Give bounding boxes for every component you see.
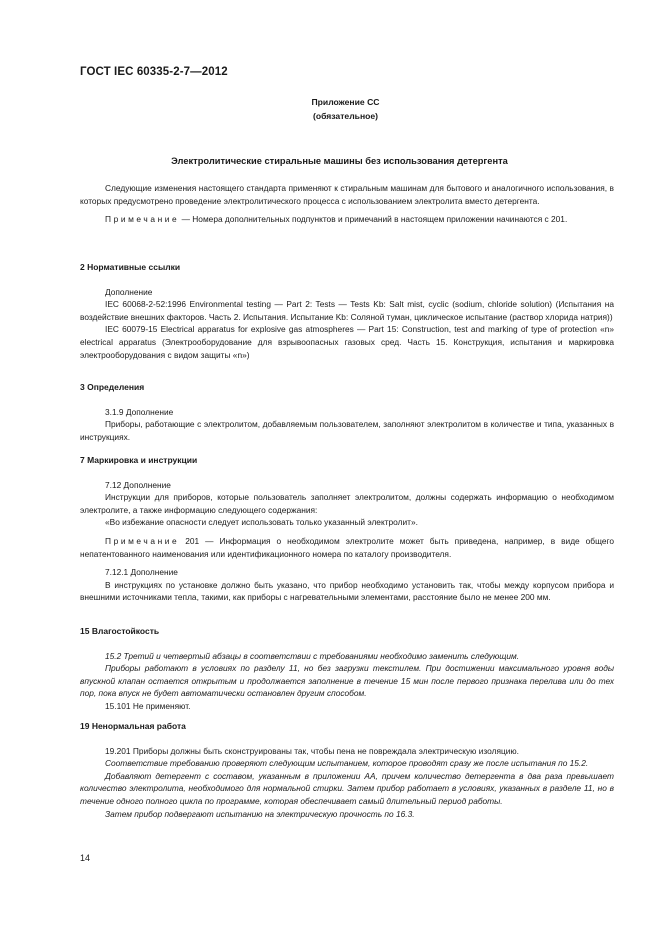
annex-label-block — [0, 95, 661, 123]
note-text: — Номера дополнительных подпунктов и примечаний в настоящем приложении начинаются с 201. — [179, 214, 568, 225]
note-label: Примечание — [105, 214, 180, 225]
section-text: Соответствие требованию проверяют следующим испытанием, которое проводят сразу же после испытания по 15.2. — [105, 758, 589, 769]
intro-block — [80, 182, 614, 226]
section-text: Добавляют детергент с составом, указанным в приложении АА, причем количество детергента в два раза превышает количество электролита, необходимого для нормальной стирки. Затем прибор работает в условиях, указанных в разделе 11, но в течение одного полного цикла по программе, которая обеспечивает самый длительный период работы. — [80, 770, 614, 806]
note-text: 201 — Информация о необходимом электролите может быть приведена, например, в виде общего непатентованного наименования или идентификационного номера по каталогу производителя. — [80, 535, 614, 559]
quote-text: «Во избежание опасности следует использовать только указанный электролит». — [105, 517, 418, 528]
section-heading: 7 Маркировка и инструкции — [80, 455, 198, 465]
note-label: Примечание — [105, 535, 180, 546]
subclause-label: 7.12 Дополнение — [105, 479, 171, 490]
annex-label: Приложение СС — [311, 97, 380, 107]
section-note — [80, 535, 614, 560]
section-text: 19.201 Приборы должны быть сконструированы так, чтобы пена не повреждала электрическую изоляцию. — [105, 745, 519, 756]
section-text: 15.2 Третий и четвертый абзацы в соответствии с требованиями необходимо заменить следующим. — [105, 650, 520, 661]
standard-header: ГОСТ IEC 60335-2-7—2012 — [80, 66, 228, 78]
section-2 — [80, 261, 614, 361]
intro-note — [80, 213, 614, 226]
annex-title: Электролитические стиральные машины без использования детергента — [171, 156, 508, 166]
section-heading: 3 Определения — [80, 382, 145, 392]
section-text: Приборы работают в условиях по разделу 11, но без загрузки текстилем. При достижении максимального уровня воды впускной клапан остается открытым и продолжается заполнение в течение 15 мин после первого признака перелива или до тех пор, пока впуск не будет автоматически остановлен другим способом. — [80, 663, 614, 699]
section-heading: 2 Нормативные ссылки — [80, 262, 181, 272]
page-number: 14 — [80, 853, 91, 863]
reference-item: IEC 60079-15 Electrical apparatus for explosive gas atmospheres — Part 15: Construction, test and marking of type of protection «n» electrical apparatus (Электрооборудование для взрывоопасных газовых сред. Часть 15. Конструкция, испытания и маркировка электрооборудования с видом защиты «n») — [80, 324, 614, 360]
section-7 — [80, 454, 614, 604]
section-15 — [80, 625, 614, 713]
section-text: Затем прибор подвергают испытанию на электрическую прочность по 16.3. — [105, 808, 415, 819]
section-text: 15.101 Не применяют. — [105, 700, 191, 711]
subclause-label: 3.1.9 Дополнение — [105, 406, 174, 417]
section-text: В инструкциях по установке должно быть указано, что прибор необходимо установить так, чтобы между корпусом прибора и внешними источниками тепла, такими, как приборы с нагревательными элементами, расстояние было не менее 200 мм. — [80, 579, 614, 603]
annex-status: (обязательное) — [312, 111, 379, 121]
intro-paragraph: Следующие изменения настоящего стандарта применяют к стиральным машинам для бытового и аналогичного использования, в которых предусмотрено проведение электролитического процесса с использованием электролита вместо детергента. — [80, 183, 614, 206]
supplement-label: Дополнение — [105, 286, 153, 297]
reference-item: IEC 60068-2-52:1996 Environmental testing — Part 2: Tests — Tests Kb: Salt mist, cyclic (sodium, chloride solution) (Испытания на воздействие внешних факторов. Часть 2. Испытания. Испытание Kb: Соляной туман, циклическое испытание (раствор хлорида натрия)) — [80, 299, 614, 322]
subclause-label: 7.12.1 Дополнение — [105, 567, 178, 578]
section-text: Инструкции для приборов, которые пользователь заполняет электролитом, должны содержать информацию о необходимом электролите, а также информацию следующего содержания: — [80, 492, 614, 515]
section-heading: 15 Влагостойкость — [80, 626, 160, 636]
section-3 — [80, 381, 614, 443]
section-text: Приборы, работающие с электролитом, добавляемым пользователем, заполняют электролитом в количестве и типа, указанных в инструкциях. — [80, 419, 614, 442]
section-19 — [80, 720, 614, 820]
section-heading: 19 Ненормальная работа — [80, 721, 186, 731]
